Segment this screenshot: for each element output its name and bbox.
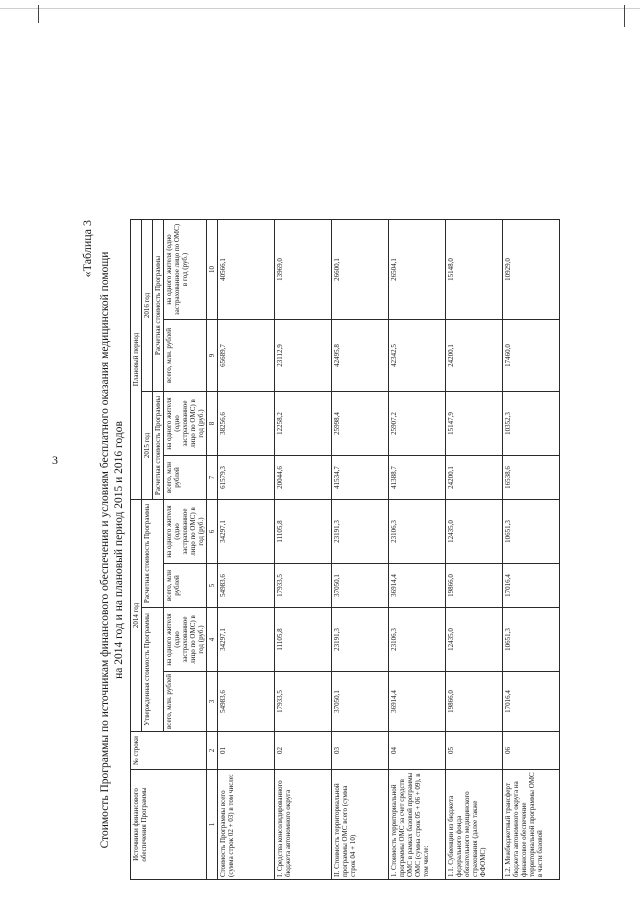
- header-per-capita-approved: на одного жителя (одно застрахованное лицо по ОМС) в год (руб.): [164, 608, 207, 672]
- rotated-page-content: [80, 220, 560, 880]
- col-num: 7: [207, 456, 218, 500]
- col-num: 4: [207, 608, 218, 672]
- table-row: [389, 220, 446, 880]
- cell-value: 10651,3: [503, 608, 560, 672]
- cell-value: 40566,1: [218, 220, 275, 320]
- header-2015: 2015 год: [142, 392, 153, 500]
- cell-value: 61579,3: [218, 456, 275, 500]
- header-row-no: № строки: [131, 732, 207, 770]
- row-number: 02: [275, 732, 332, 770]
- cell-value: 10651,3: [503, 500, 560, 564]
- cell-value: 36914,4: [389, 564, 446, 608]
- col-num: 10: [207, 220, 218, 320]
- cell-value: 24200,1: [446, 320, 503, 392]
- header-per-capita-2016: на одного жителя (одно застрахованное лицо по ОМС) в год (руб.): [164, 220, 207, 320]
- table-label: «Таблица 3: [80, 220, 94, 278]
- col-num: 9: [207, 320, 218, 392]
- header-calculated-2015: Расчетная стоимость Программы: [153, 392, 164, 500]
- cell-value: 19866,0: [446, 564, 503, 608]
- col-num: 5: [207, 564, 218, 608]
- column-number-row: [207, 220, 218, 880]
- row-source: 1.1. Субвенции из бюджета федерального фонда обязательного медицинского страхования (далее также ФФОМС): [446, 770, 503, 880]
- cell-value: 36914,4: [389, 672, 446, 732]
- cell-value: 10352,3: [503, 392, 560, 456]
- row-source: 1. Стоимость территориальной программы ОМС за счет средств ОМС в рамках базовой программы ОМС (сумма строк 05 + 06 + 09), в том числе:: [389, 770, 446, 880]
- cell-value: 42495,8: [332, 320, 389, 392]
- row-number: 05: [446, 732, 503, 770]
- cell-value: 11105,8: [275, 608, 332, 672]
- header-2014: 2014 год: [131, 500, 142, 732]
- cell-value: 20044,6: [275, 456, 332, 500]
- scan-mark-right: [624, 5, 625, 27]
- cell-value: 25907,2: [389, 392, 446, 456]
- cell-value: 34297,1: [218, 608, 275, 672]
- col-num: 1: [207, 770, 218, 880]
- header-total-approved: всего, млн. рублей: [164, 672, 207, 732]
- cell-value: 12435,0: [446, 500, 503, 564]
- cell-value: 24200,1: [446, 456, 503, 500]
- cell-value: 11105,8: [275, 500, 332, 564]
- cell-value: 15148,0: [446, 220, 503, 320]
- cell-value: 25998,4: [332, 392, 389, 456]
- header-total-calculated-2014: всего, млн рублей: [164, 564, 207, 608]
- table-row: [218, 220, 275, 880]
- table-row: [275, 220, 332, 880]
- cell-value: 15147,9: [446, 392, 503, 456]
- row-source: II. Стоимость территориальной программы ОМС всего (сумма строк 04 + 10): [332, 770, 389, 880]
- header-per-capita-2015: на одного жителя (одно застрахованное лицо по ОМС) в год (руб.): [164, 392, 207, 456]
- row-number: 01: [218, 732, 275, 770]
- row-source: I. Средства консолидированного бюджета автономного округа: [275, 770, 332, 880]
- col-num: 6: [207, 500, 218, 564]
- cell-value: 37050,1: [332, 564, 389, 608]
- scan-edge: [0, 8, 640, 9]
- table-row: [503, 220, 560, 880]
- table-row: [446, 220, 503, 880]
- table-row: [332, 220, 389, 880]
- cell-value: 41534,7: [332, 456, 389, 500]
- cell-value: 19866,0: [446, 672, 503, 732]
- scan-mark-left: [38, 5, 39, 23]
- cell-value: 41388,7: [389, 456, 446, 500]
- col-num: 2: [207, 732, 218, 770]
- header-approved: Утвержденная стоимость Программы: [142, 608, 164, 732]
- row-number: 06: [503, 732, 560, 770]
- cell-value: 54983,6: [218, 672, 275, 732]
- cell-value: 13969,0: [275, 220, 332, 320]
- title-line-1: Стоимость Программы по источникам финансового обеспечения и условиям бесплатного оказания медицинской помощи: [99, 251, 111, 849]
- cell-value: 34297,1: [218, 500, 275, 564]
- cell-value: 23106,3: [389, 608, 446, 672]
- cell-value: 26600,1: [332, 220, 389, 320]
- cost-table: [130, 219, 560, 880]
- title-line-2: на 2014 год и на плановый период 2015 и 2016 годов: [113, 421, 125, 679]
- page-number: 3: [52, 453, 58, 467]
- cell-value: 37050,1: [332, 672, 389, 732]
- cell-value: 38256,6: [218, 392, 275, 456]
- document-title: [98, 250, 126, 850]
- row-number: 04: [389, 732, 446, 770]
- row-source: Стоимость Программы всего (сумма строк 02 + 03) в том числе:: [218, 770, 275, 880]
- cell-value: 42342,5: [389, 320, 446, 392]
- cell-value: 10929,0: [503, 220, 560, 320]
- cell-value: 23191,3: [332, 608, 389, 672]
- cell-value: 26504,1: [389, 220, 446, 320]
- header-source: Источники финансового обеспечения Программы: [131, 770, 207, 880]
- cell-value: 12258,2: [275, 392, 332, 456]
- cell-value: 54983,6: [218, 564, 275, 608]
- col-num: 3: [207, 672, 218, 732]
- header-2016: 2016 год: [142, 220, 153, 392]
- cell-value: 23112,9: [275, 320, 332, 392]
- cell-value: 17460,0: [503, 320, 560, 392]
- cell-value: 23106,3: [389, 500, 446, 564]
- header-calculated-2014: Расчетная стоимость Программы: [142, 500, 164, 608]
- cell-value: 12435,0: [446, 608, 503, 672]
- header-total-2016: всего, млн. рублей: [164, 320, 207, 392]
- row-number: 03: [332, 732, 389, 770]
- cell-value: 23191,3: [332, 500, 389, 564]
- col-num: 8: [207, 392, 218, 456]
- header-per-capita-calculated-2014: на одного жителя (одно застрахованное лицо по ОМС) в год (руб.): [164, 500, 207, 564]
- cell-value: 17016,4: [503, 672, 560, 732]
- cell-value: 16538,6: [503, 456, 560, 500]
- cell-value: 17016,4: [503, 564, 560, 608]
- header-planned: Плановый период: [131, 220, 142, 500]
- header-calculated-2016: Расчетная стоимость Программы: [153, 220, 164, 392]
- header-total-2015: всего, млн рублей: [164, 456, 207, 500]
- row-source: 1.2. Межбюджетный трансферт бюджета автономного округа на финансовое обеспечение территориальной программы ОМС в части базовой: [503, 770, 560, 880]
- cell-value: 17933,5: [275, 672, 332, 732]
- cell-value: 17933,5: [275, 564, 332, 608]
- cell-value: 65689,7: [218, 320, 275, 392]
